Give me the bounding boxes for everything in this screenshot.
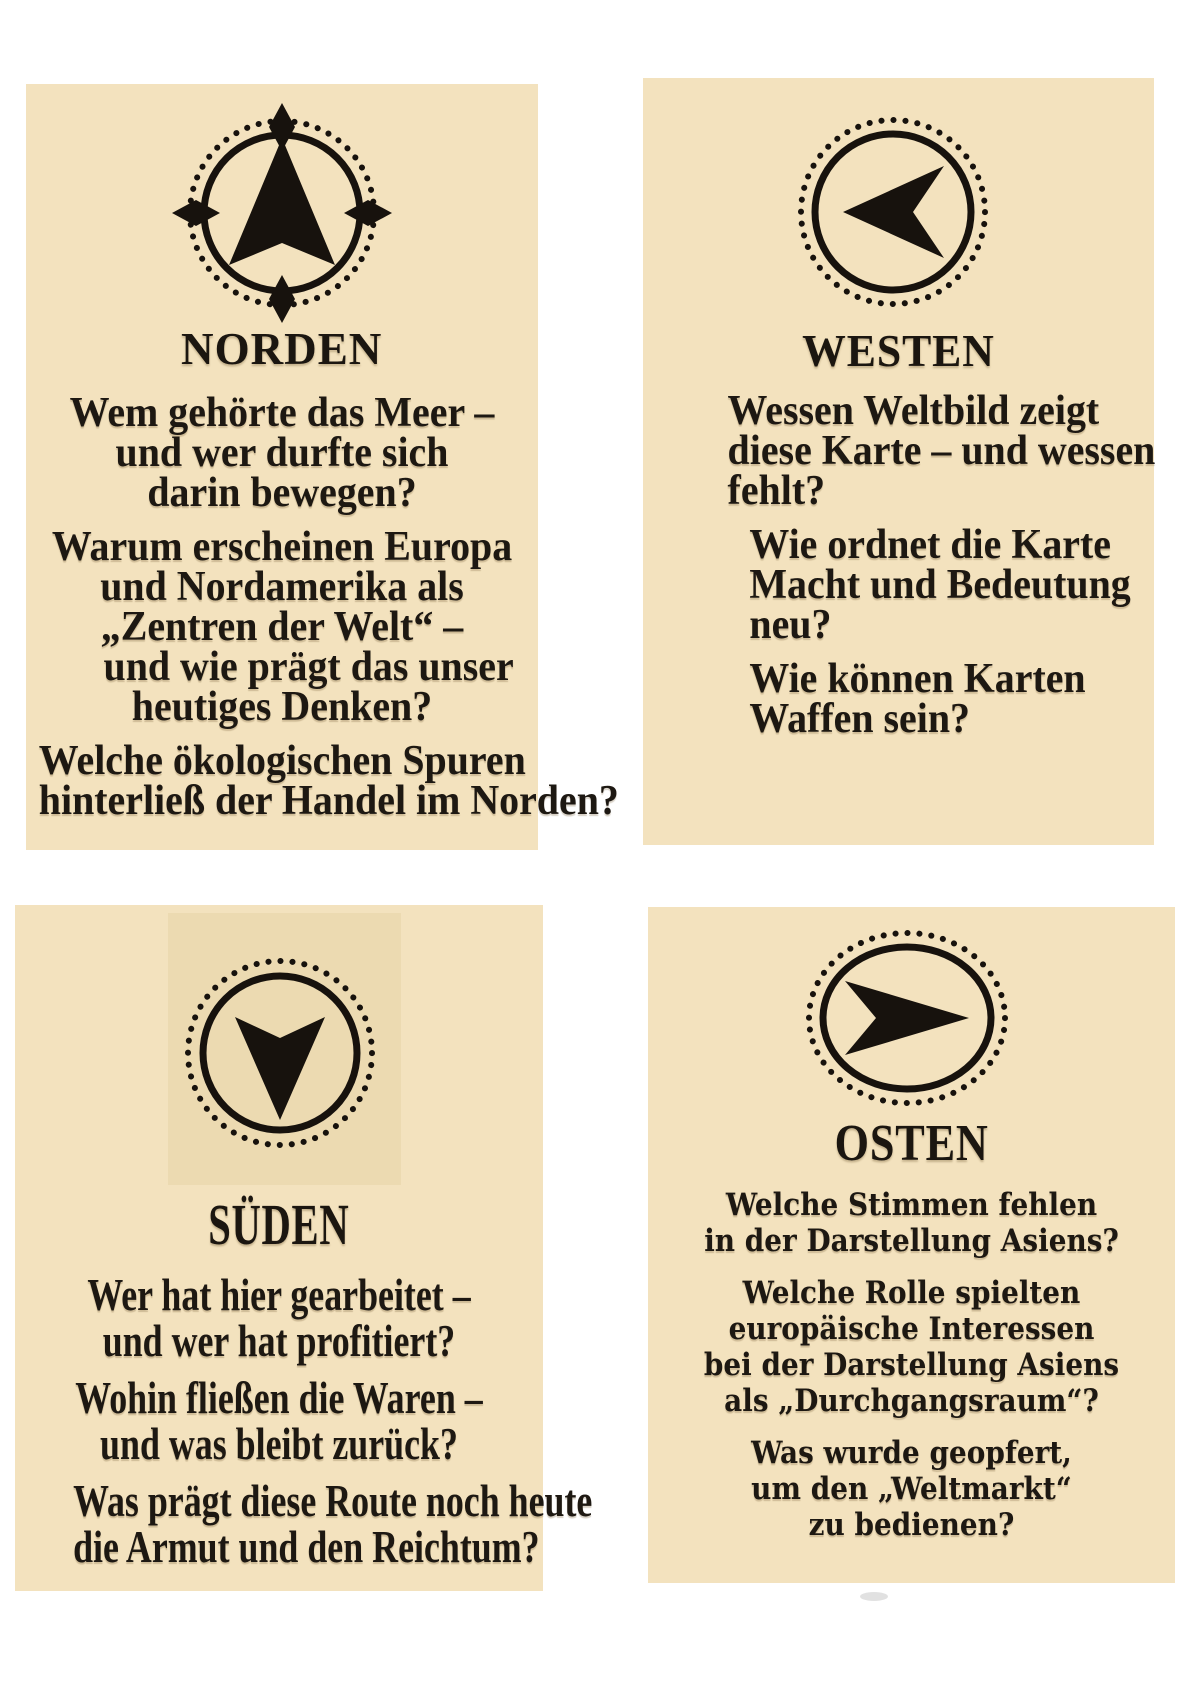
- question-line: Wie ordnet die Karte: [749, 522, 1112, 568]
- question-line: die Armut und den Reichtum?: [73, 1521, 540, 1572]
- question-line: darin bewegen?: [147, 470, 417, 516]
- compass-arrow-west-icon: [783, 102, 1003, 322]
- question-line: Wie können Karten: [749, 656, 1086, 702]
- question-line: und Nordamerika als: [100, 564, 464, 610]
- question-paragraph: [643, 388, 1156, 514]
- question-line: hinterließ der Handel im Norden?: [38, 778, 619, 824]
- compass-arrow-east-icon: [797, 908, 1017, 1128]
- card-title-sueden: SÜDEN: [208, 1192, 350, 1257]
- question-paragraph: [643, 522, 1131, 648]
- question-line: Warum erscheinen Europa: [51, 524, 513, 570]
- question-line: Welche Stimmen fehlen: [725, 1187, 1098, 1223]
- question-line: europäische Interessen: [728, 1311, 1095, 1347]
- question-line: bei der Darstellung Asiens: [703, 1347, 1120, 1383]
- question-line: Waffen sein?: [749, 696, 970, 742]
- question-line: Welche ökologischen Spuren: [38, 738, 526, 784]
- question-line: und wer durfte sich: [115, 430, 449, 476]
- question-line: Macht und Bedeutung: [749, 562, 1131, 608]
- question-line: als „Durchgangsraum“?: [724, 1383, 1099, 1419]
- question-paragraph: [73, 1372, 485, 1469]
- card-title-westen: WESTEN: [802, 325, 995, 376]
- card-westen: [643, 78, 1154, 845]
- question-line: Wessen Weltbild zeigt: [727, 388, 1100, 434]
- question-line: diese Karte – und wessen: [727, 428, 1156, 474]
- question-paragraph: [39, 524, 525, 730]
- question-line: in der Darstellung Asiens?: [704, 1223, 1119, 1259]
- compass-arrow-south-icon: [170, 943, 390, 1163]
- card-title-osten: OSTEN: [834, 1115, 989, 1172]
- question-paragraph: [674, 1275, 1148, 1419]
- question-paragraph: [73, 1269, 485, 1366]
- card-title-norden: NORDEN: [181, 323, 383, 374]
- scan-smudge-artifact: [860, 1592, 888, 1601]
- card-osten: [648, 907, 1175, 1583]
- question-line: zu bedienen?: [808, 1507, 1015, 1543]
- question-line: „Zentren der Welt“ –: [100, 604, 464, 650]
- question-line: Was wurde geopfert,: [751, 1435, 1072, 1471]
- compass-arrow-north-icon: [172, 103, 392, 323]
- question-line: fehlt?: [727, 468, 826, 514]
- question-line: und was bleibt zurück?: [100, 1418, 458, 1469]
- question-line: neu?: [749, 602, 832, 648]
- question-paragraph: [643, 656, 1128, 742]
- card-questions-westen: [643, 388, 1156, 753]
- question-line: und wer hat profitiert?: [102, 1315, 456, 1366]
- card-norden: [26, 84, 619, 850]
- card-questions-norden: [26, 390, 619, 835]
- question-line: Was prägt diese Route noch heute: [73, 1475, 593, 1526]
- question-line: heutiges Denken?: [131, 684, 433, 730]
- card-questions-osten: [648, 1187, 1175, 1559]
- question-paragraph: [38, 738, 619, 824]
- question-line: Wer hat hier gearbeitet –: [87, 1269, 471, 1320]
- question-paragraph: [674, 1187, 1148, 1259]
- card-sueden: [15, 905, 593, 1591]
- question-paragraph: [39, 390, 525, 516]
- question-line: Wem gehörte das Meer –: [69, 390, 495, 436]
- question-line: um den „Weltmarkt“: [751, 1471, 1072, 1507]
- question-paragraph: [674, 1435, 1148, 1543]
- question-line: Welche Rolle spielten: [742, 1275, 1081, 1311]
- question-line: und wie prägt das unser: [103, 644, 514, 690]
- card-questions-sueden: [15, 1269, 593, 1581]
- question-paragraph: [73, 1475, 593, 1572]
- question-line: Wohin fließen die Waren –: [75, 1372, 483, 1423]
